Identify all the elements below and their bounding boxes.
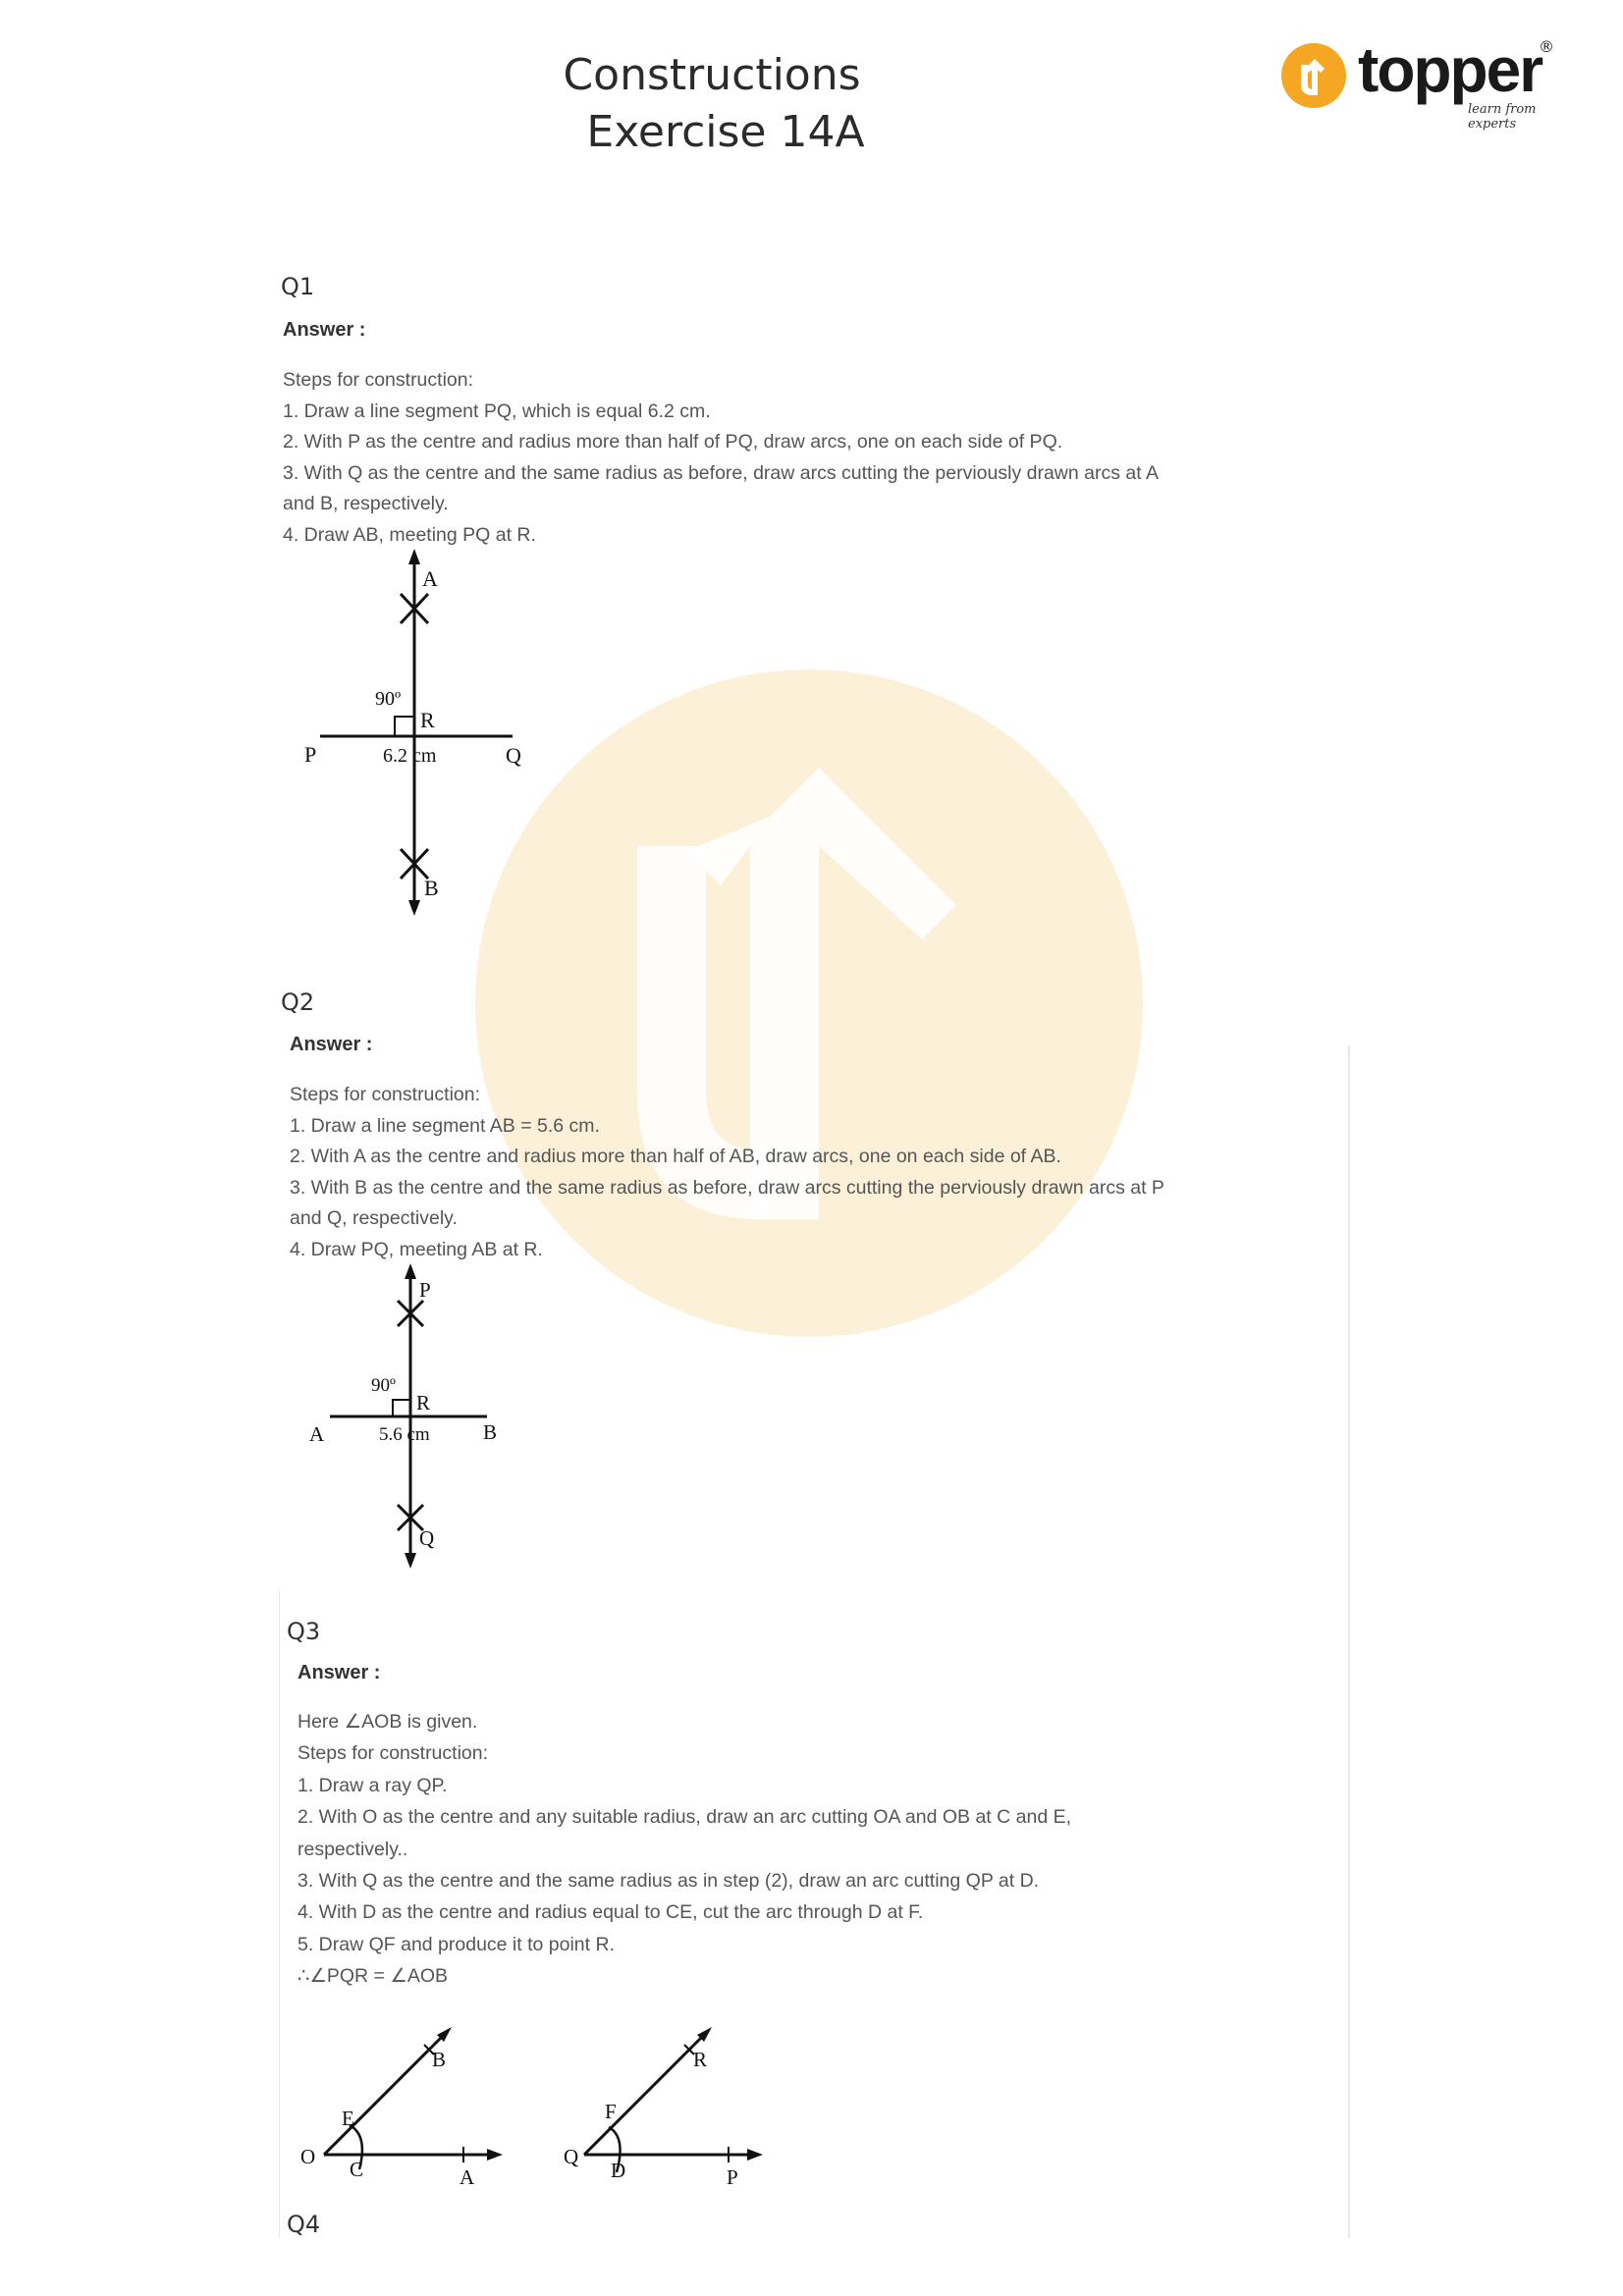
- point-label-q: Q: [506, 743, 521, 768]
- step-line: and B, respectively.: [283, 493, 449, 515]
- registered-mark: ®: [1539, 37, 1554, 56]
- step-line: 2. With O as the centre and any suitable radius, draw an arc cutting OA and OB at C and E,: [298, 1806, 1072, 1829]
- step-line: 4. Draw AB, meeting PQ at R.: [283, 523, 536, 546]
- perpendicular-bisector-figure-q1: [285, 545, 540, 923]
- measure-label: 6.2 cm: [383, 745, 437, 767]
- arrow-up-u-icon: [1281, 43, 1346, 108]
- topper-logo: [1281, 34, 1556, 132]
- step-line: 3. With B as the centre and the same radius as before, draw arcs cutting the perviously drawn arcs at P: [290, 1176, 1164, 1199]
- step-line: 3. With Q as the centre and the same radius as in step (2), draw an arc cutting QP at D.: [298, 1870, 1040, 1893]
- step-line: 1. Draw a line segment AB = 5.6 cm.: [290, 1114, 600, 1137]
- step-line: ∴∠PQR = ∠AOB: [298, 1965, 449, 1988]
- step-line: 2. With A as the centre and radius more than half of AB, draw arcs, one on each side of AB.: [290, 1146, 1061, 1168]
- page-title: Constructions: [563, 50, 861, 100]
- point-label-r: R: [693, 2048, 708, 2071]
- step-line: 1. Draw a ray QP.: [298, 1774, 448, 1796]
- point-label-q: Q: [564, 2145, 579, 2168]
- answer-label-q3: Answer :: [298, 1662, 381, 1683]
- question-label-q3: Q3: [287, 1618, 321, 1645]
- question-label-q2: Q2: [281, 988, 315, 1016]
- step-line: and Q, respectively.: [290, 1207, 458, 1230]
- answer-body-q3: [298, 1706, 1071, 1993]
- point-label-a: A: [422, 566, 438, 591]
- angle-label: 90º: [371, 1375, 396, 1396]
- perpendicular-bisector-figure-q2: [295, 1261, 530, 1575]
- angle-label: 90º: [375, 688, 402, 710]
- question-label-q4: Q4: [287, 2211, 321, 2238]
- point-label-a: A: [309, 1422, 325, 1446]
- answer-label-q2: Answer :: [290, 1034, 373, 1055]
- answer-body-q2: [290, 1080, 1164, 1266]
- step-line: Steps for construction:: [283, 369, 474, 391]
- point-label-p: P: [419, 1278, 431, 1302]
- point-label-r: R: [420, 708, 435, 732]
- point-label-b: B: [483, 1420, 498, 1444]
- point-label-d: D: [611, 2159, 626, 2182]
- step-line: 2. With P as the centre and radius more than half of PQ, draw arcs, one on each side of PQ.: [283, 431, 1063, 454]
- step-line: 1. Draw a line segment PQ, which is equal 6.2 cm.: [283, 400, 711, 422]
- step-line: 4. Draw PQ, meeting AB at R.: [290, 1238, 543, 1260]
- step-line: respectively..: [298, 1838, 408, 1860]
- angle-construction-figure-q3: [295, 2017, 785, 2194]
- step-line: 3. With Q as the centre and the same radius as before, draw arcs cutting the perviously drawn arcs at A: [283, 461, 1160, 484]
- point-label-b: B: [424, 876, 439, 900]
- logo-wordmark: topper: [1358, 34, 1542, 105]
- question-label-q1: Q1: [281, 273, 315, 300]
- point-label-p: P: [727, 2165, 738, 2189]
- answer-body-q1: [283, 365, 1159, 552]
- point-label-p: P: [304, 742, 317, 767]
- step-line: Steps for construction:: [290, 1084, 481, 1105]
- step-line: Steps for construction:: [298, 1742, 489, 1765]
- measure-label: 5.6 cm: [379, 1424, 430, 1445]
- point-label-f: F: [605, 2100, 617, 2123]
- logo-tagline: learn from experts: [1468, 102, 1537, 132]
- point-label-r: R: [416, 1391, 431, 1415]
- page-rule-left: [279, 1590, 280, 2238]
- answer-label-q1: Answer :: [283, 319, 366, 341]
- point-label-e: E: [342, 2107, 354, 2130]
- point-label-b: B: [432, 2048, 447, 2071]
- step-line: 4. With D as the centre and radius equal to CE, cut the arc through D at F.: [298, 1901, 924, 1924]
- point-label-a: A: [460, 2165, 475, 2189]
- point-label-c: C: [350, 2158, 364, 2181]
- step-line: 5. Draw QF and produce it to point R.: [298, 1933, 615, 1955]
- step-line: Here ∠AOB is given.: [298, 1711, 478, 1733]
- point-label-o: O: [300, 2145, 316, 2168]
- page-rule-right: [1348, 1045, 1350, 2238]
- page-subtitle: Exercise 14A: [586, 107, 865, 157]
- point-label-q: Q: [419, 1526, 435, 1550]
